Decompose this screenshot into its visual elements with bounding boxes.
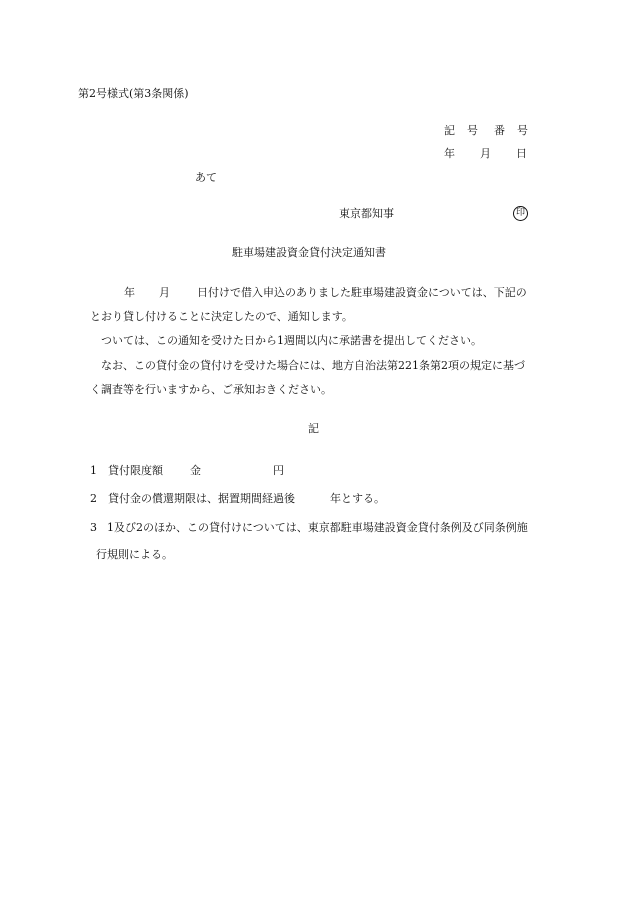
item-1-number: 1 <box>90 464 97 477</box>
seal-mark: 印 <box>513 206 528 221</box>
recipient-suffix: あて <box>195 171 217 184</box>
doc-number-go: 号 <box>467 124 478 137</box>
issue-date-day: 日 <box>516 147 527 160</box>
item-2-number: 2 <box>90 492 97 505</box>
body-paragraph-2: ついては、この通知を受けた日から1週間以内に承諾書を提出してください。 <box>101 334 482 347</box>
doc-number-ban: 番 <box>494 124 505 137</box>
item-1-yen: 円 <box>273 464 284 477</box>
document-title: 駐車場建設資金貸付決定通知書 <box>232 246 386 259</box>
item-1-kin: 金 <box>190 464 201 477</box>
doc-number-go2: 号 <box>517 124 528 137</box>
issuer-name: 東京都知事 <box>339 207 394 220</box>
body-paragraph-1: 日付けで借入申込のありました駐車場建設資金については、下記の <box>197 286 527 299</box>
ki-heading: 記 <box>308 422 319 435</box>
item-2-tail: 年とする。 <box>330 492 385 505</box>
doc-number-ki: 記 <box>444 124 455 137</box>
issue-date-year: 年 <box>444 147 455 160</box>
body-month: 月 <box>159 286 170 299</box>
item-3-text-line-2: 行規則による。 <box>96 548 173 561</box>
item-3-text: 1及び2のほか、この貸付けについては、東京都駐車場建設資金貸付条例及び同条例施 <box>107 521 528 534</box>
issue-date-month: 月 <box>480 147 491 160</box>
body-paragraph-1-line-2: とおり貸し付けることに決定したので、通知します。 <box>90 310 353 323</box>
item-1-label: 貸付限度額 <box>108 464 163 477</box>
item-3-number: 3 <box>90 521 97 534</box>
body-year: 年 <box>124 286 135 299</box>
form-label: 第2号様式(第3条関係) <box>78 87 189 100</box>
body-paragraph-3-line-2: く調査等を行いますから、ご承知おきください。 <box>90 383 332 396</box>
body-paragraph-3: なお、この貸付金の貸付けを受けた場合には、地方自治法第221条第2項の規定に基づ <box>101 359 525 372</box>
item-2-text: 貸付金の償還期限は、据置期間経過後 <box>108 492 295 505</box>
